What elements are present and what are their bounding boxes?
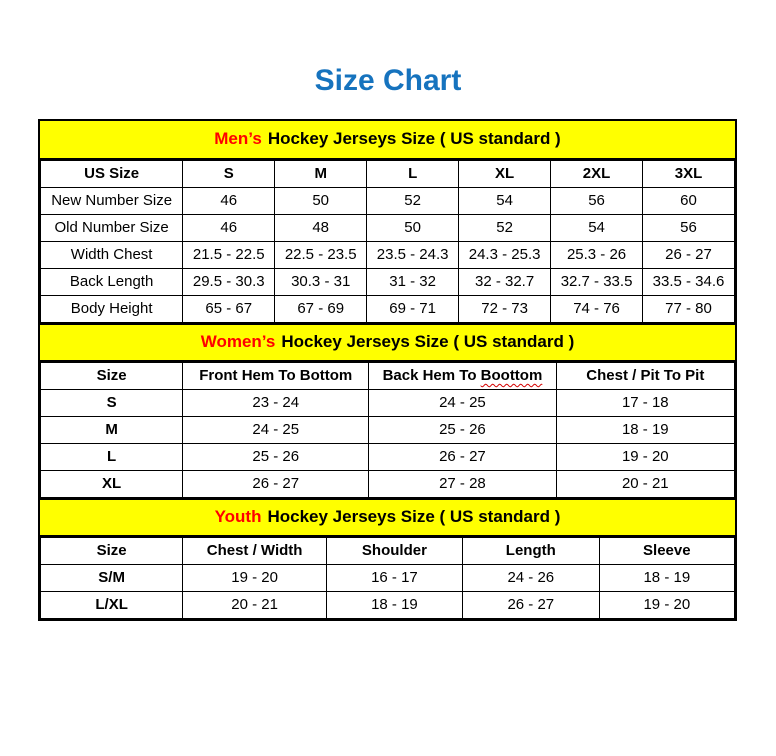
section-header-youth-highlight: Youth xyxy=(214,507,262,526)
table-cell: 56 xyxy=(643,214,735,241)
table-cell: 17 - 18 xyxy=(556,389,734,416)
table-row-womens-s xyxy=(41,389,735,416)
table-cell: 23.5 - 24.3 xyxy=(367,241,459,268)
table-cell: 25.3 - 26 xyxy=(551,241,643,268)
table-cell: 26 - 27 xyxy=(183,470,369,497)
table-cell: 16 - 17 xyxy=(326,564,462,591)
row-label: XL xyxy=(41,470,183,497)
table-cell: 32 - 32.7 xyxy=(459,268,551,295)
table-row-womens-m xyxy=(41,416,735,443)
section-header-mens-text: Hockey Jerseys Size ( US standard ) xyxy=(267,129,561,148)
table-row-womens-xl xyxy=(41,470,735,497)
table-cell: 72 - 73 xyxy=(459,295,551,322)
table-row-new-number-size xyxy=(41,187,735,214)
table-row-womens-l xyxy=(41,443,735,470)
row-label: L/XL xyxy=(41,591,183,618)
table-cell: 52 xyxy=(367,187,459,214)
table-cell: 26 - 27 xyxy=(369,443,556,470)
row-label: L xyxy=(41,443,183,470)
table-row-youth-sm xyxy=(41,564,735,591)
section-header-womens-text: Hockey Jerseys Size ( US standard ) xyxy=(281,332,575,351)
table-cell: 46 xyxy=(183,214,275,241)
table-cell: 18 - 19 xyxy=(556,416,734,443)
column-header-shoulder: Shoulder xyxy=(326,537,462,564)
section-header-youth-text: Hockey Jerseys Size ( US standard ) xyxy=(267,507,561,526)
youth-header-row xyxy=(41,537,735,564)
table-cell: 20 - 21 xyxy=(183,591,327,618)
table-row-back-length xyxy=(41,268,735,295)
row-label: M xyxy=(41,416,183,443)
table-cell: 25 - 26 xyxy=(183,443,369,470)
mens-header-row xyxy=(41,160,735,187)
table-cell: 24.3 - 25.3 xyxy=(459,241,551,268)
section-header-mens xyxy=(40,121,735,160)
table-row-old-number-size xyxy=(41,214,735,241)
table-cell: 54 xyxy=(551,214,643,241)
column-header-back-hem xyxy=(369,362,556,389)
table-cell: 18 - 19 xyxy=(326,591,462,618)
table-cell: 32.7 - 33.5 xyxy=(551,268,643,295)
table-cell: 33.5 - 34.6 xyxy=(643,268,735,295)
column-header-us-size: US Size xyxy=(41,160,183,187)
table-cell: 18 - 19 xyxy=(599,564,734,591)
table-cell: 20 - 21 xyxy=(556,470,734,497)
womens-header-row xyxy=(41,362,735,389)
table-cell: 52 xyxy=(459,214,551,241)
section-header-youth xyxy=(40,498,735,537)
table-cell: 26 - 27 xyxy=(643,241,735,268)
table-cell: 56 xyxy=(551,187,643,214)
section-header-womens xyxy=(40,323,735,362)
table-cell: 46 xyxy=(183,187,275,214)
column-header-front-hem: Front Hem To Bottom xyxy=(183,362,369,389)
table-cell: 50 xyxy=(275,187,367,214)
page-title: Size Chart xyxy=(314,64,462,97)
column-header-l: L xyxy=(367,160,459,187)
row-label: Width Chest xyxy=(41,241,183,268)
table-row-youth-lxl xyxy=(41,591,735,618)
table-cell: 19 - 20 xyxy=(599,591,734,618)
row-label: New Number Size xyxy=(41,187,183,214)
column-header-xl: XL xyxy=(459,160,551,187)
row-label: Back Length xyxy=(41,268,183,295)
youth-size-table xyxy=(40,537,735,619)
column-header-length: Length xyxy=(462,537,599,564)
table-cell: 60 xyxy=(643,187,735,214)
table-cell: 67 - 69 xyxy=(275,295,367,322)
size-chart-frame xyxy=(38,119,737,621)
table-cell: 24 - 26 xyxy=(462,564,599,591)
mens-size-table xyxy=(40,160,735,323)
table-cell: 21.5 - 22.5 xyxy=(183,241,275,268)
table-cell: 26 - 27 xyxy=(462,591,599,618)
column-header-2xl: 2XL xyxy=(551,160,643,187)
table-cell: 54 xyxy=(459,187,551,214)
column-header-s: S xyxy=(183,160,275,187)
row-label: S xyxy=(41,389,183,416)
column-header-chest-pit: Chest / Pit To Pit xyxy=(556,362,734,389)
column-header-size: Size xyxy=(41,362,183,389)
table-cell: 30.3 - 31 xyxy=(275,268,367,295)
table-cell: 24 - 25 xyxy=(369,389,556,416)
table-cell: 19 - 20 xyxy=(183,564,327,591)
table-cell: 65 - 67 xyxy=(183,295,275,322)
table-cell: 29.5 - 30.3 xyxy=(183,268,275,295)
table-cell: 50 xyxy=(367,214,459,241)
womens-size-table xyxy=(40,362,735,498)
column-header-back-hem-prefix: Back Hem To xyxy=(382,367,477,384)
table-cell: 69 - 71 xyxy=(367,295,459,322)
row-label: S/M xyxy=(41,564,183,591)
column-header-size: Size xyxy=(41,537,183,564)
column-header-chest-width: Chest / Width xyxy=(183,537,327,564)
table-cell: 27 - 28 xyxy=(369,470,556,497)
table-row-width-chest xyxy=(41,241,735,268)
table-cell: 74 - 76 xyxy=(551,295,643,322)
column-header-back-hem-misspelled-word: Boottom xyxy=(480,367,543,384)
column-header-sleeve: Sleeve xyxy=(599,537,734,564)
column-header-m: M xyxy=(275,160,367,187)
table-cell: 77 - 80 xyxy=(643,295,735,322)
row-label: Body Height xyxy=(41,295,183,322)
section-header-womens-highlight: Women’s xyxy=(200,332,276,351)
section-header-mens-highlight: Men’s xyxy=(214,129,262,148)
table-cell: 31 - 32 xyxy=(367,268,459,295)
table-cell: 48 xyxy=(275,214,367,241)
table-cell: 25 - 26 xyxy=(369,416,556,443)
table-cell: 19 - 20 xyxy=(556,443,734,470)
row-label: Old Number Size xyxy=(41,214,183,241)
table-cell: 22.5 - 23.5 xyxy=(275,241,367,268)
column-header-3xl: 3XL xyxy=(643,160,735,187)
table-cell: 23 - 24 xyxy=(183,389,369,416)
table-cell: 24 - 25 xyxy=(183,416,369,443)
table-row-body-height xyxy=(41,295,735,322)
